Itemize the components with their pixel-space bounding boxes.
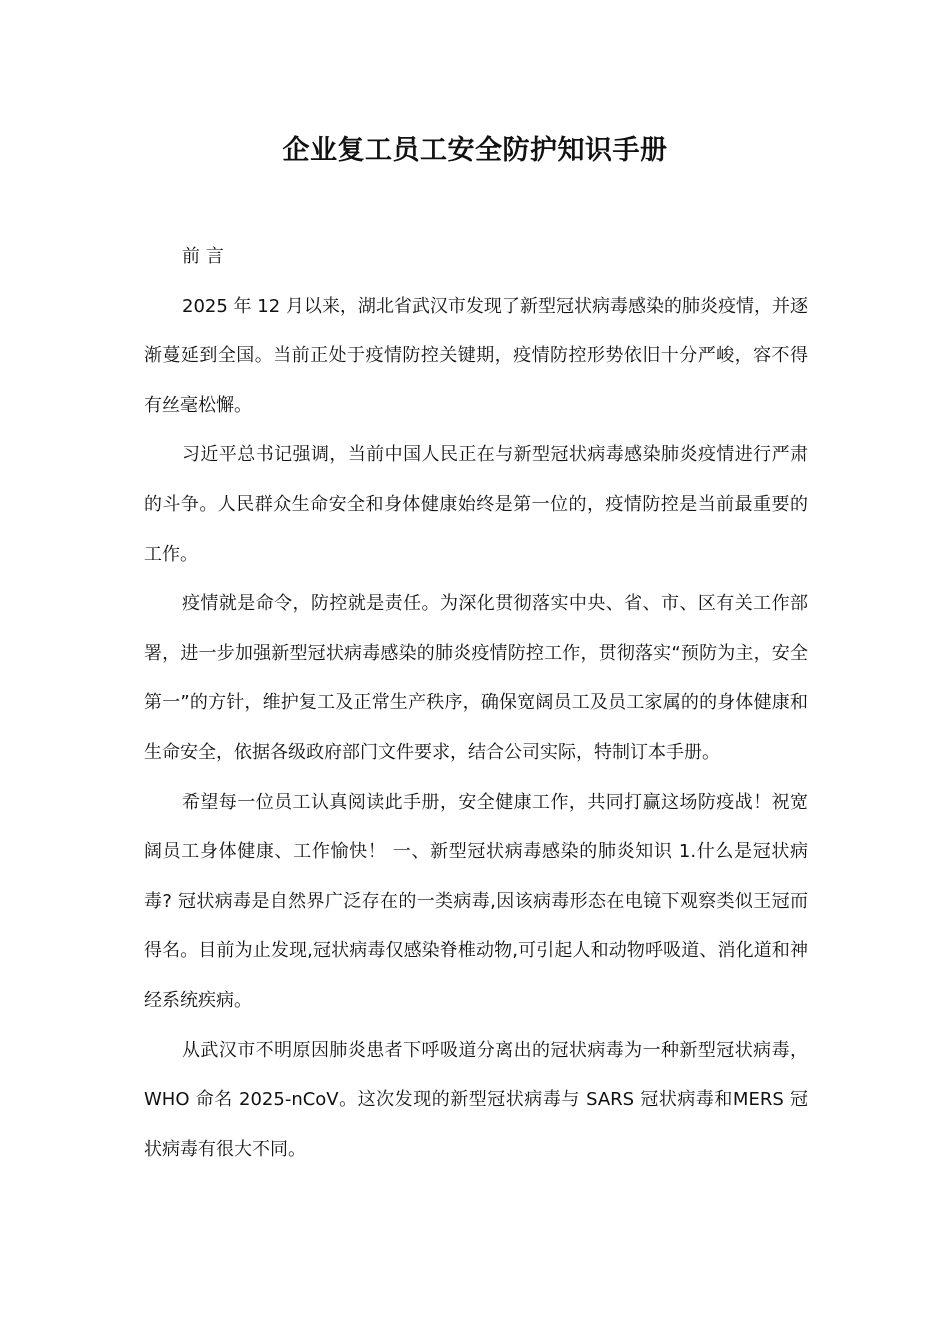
paragraph-manual-purpose: 疫情就是命令，防控就是责任。为深化贯彻落实中央、省、市、区有关工作部署，进一步加强新型冠状病毒感染的肺炎疫情防控工作，贯彻落实“预防为主，安全第一”的方针，维护复工及正常生产秩序，确保宽阔员工及员工家属的的身体健康和生命安全，依据各级政府部门文件要求，结合公司实际，特制订本手册。	[144, 593, 808, 763]
document-title: 企业复工员工安全防护知识手册	[282, 135, 668, 166]
paragraph-outbreak-background: 2025 年 12 月以来，湖北省武汉市发现了新型冠状病毒感染的肺炎疫情，并逐渐蔓延到全国。当前正处于疫情防控关键期，疫情防控形势依旧十分严峻，容不得有丝毫松懈。	[144, 295, 808, 416]
paragraph-novel-coronavirus: 从武汉市不明原因肺炎患者下呼吸道分离出的冠状病毒为一种新型冠状病毒，WHO 命名 2025-nCoV。这次发现的新型冠状病毒与 SARS 冠状病毒和MERS 冠状病毒有很大不同。	[144, 1039, 808, 1160]
paragraph-preface-heading: 前 言	[182, 246, 224, 267]
paragraph-coronavirus-intro: 希望每一位员工认真阅读此手册，安全健康工作，共同打赢这场防疫战！祝宽阔员工身体健康、工作愉快！ 一、新型冠状病毒感染的肺炎知识 1.什么是冠状病毒? 冠状病毒是自然界广泛存在的一类病毒,因该病毒形态在电镜下观察类似王冠而得名。目前为止发现,冠状病毒仅感染脊椎动物,可引起人和动物呼吸道、消化道和神经系统疾病。	[144, 791, 808, 1011]
paragraph-leadership-statement: 习近平总书记强调，当前中国人民正在与新型冠状病毒感染肺炎疫情进行严肃的斗争。人民群众生命安全和身体健康始终是第一位的，疫情防控是当前最重要的工作。	[144, 444, 808, 565]
document-body	[144, 232, 808, 1174]
